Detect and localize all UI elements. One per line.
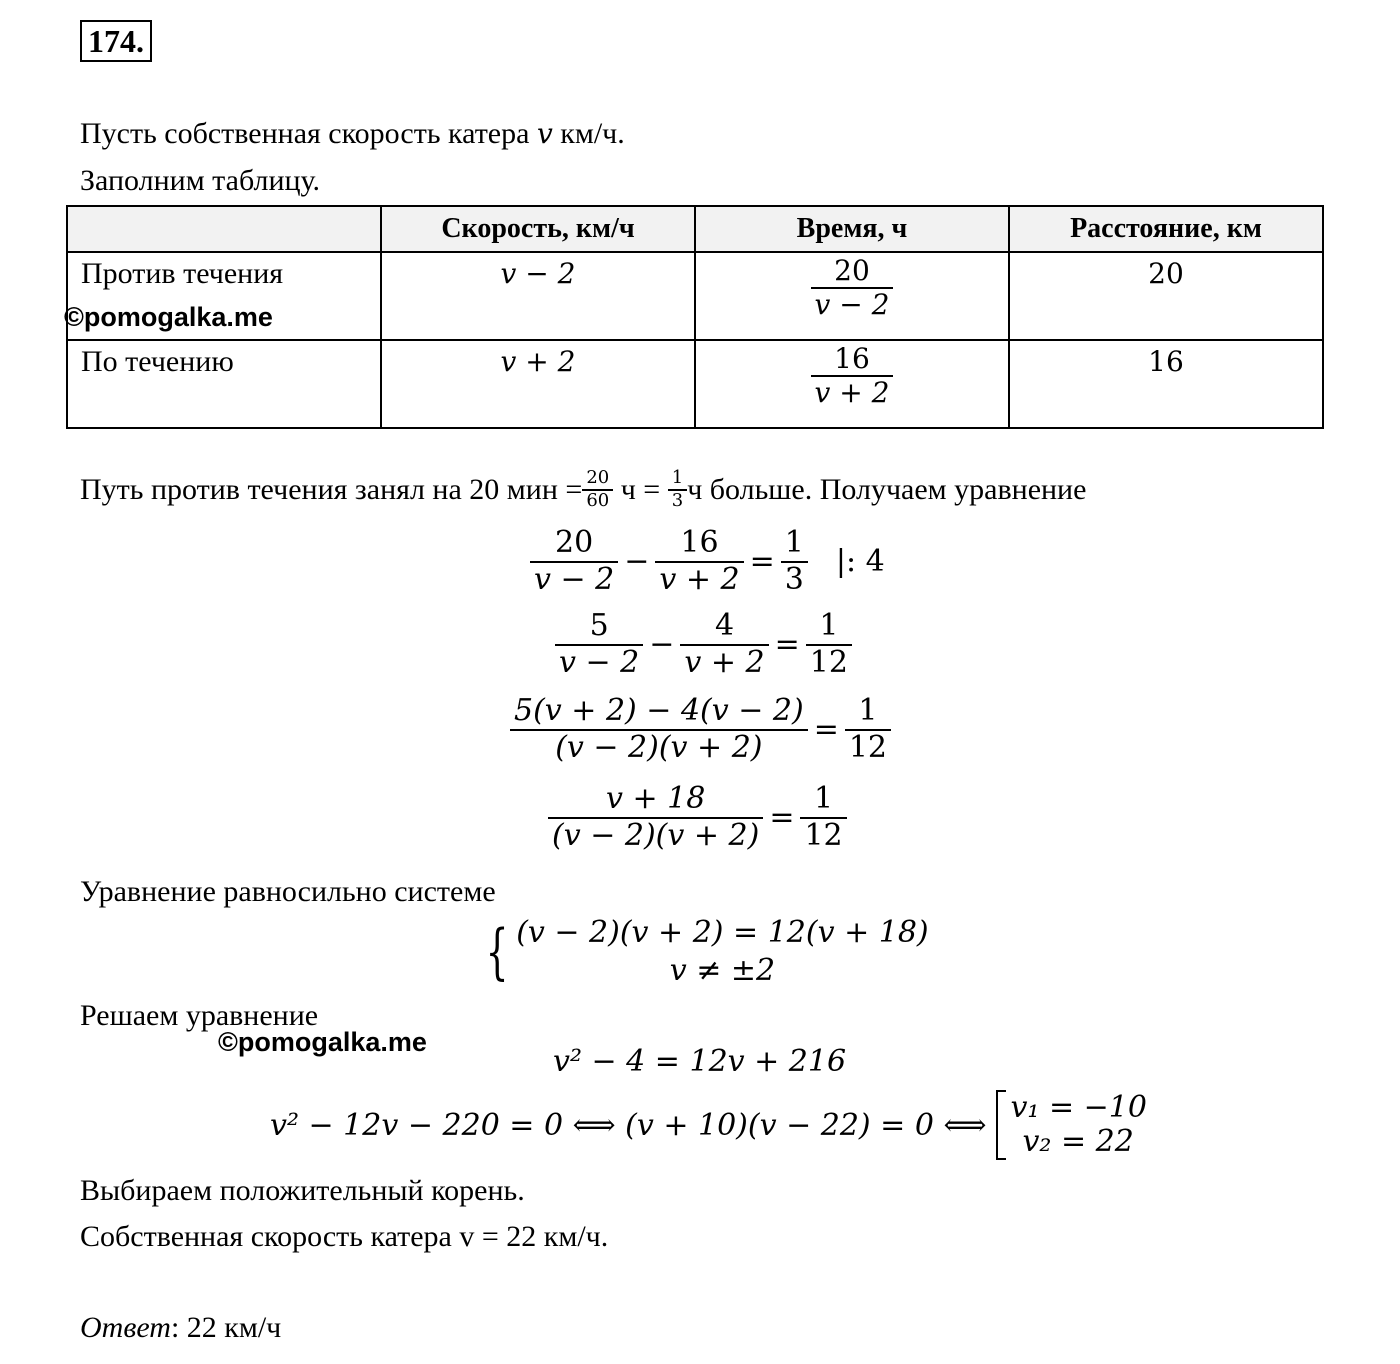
brace-icon: { [485, 917, 509, 987]
distance-cell: 20 [1009, 252, 1323, 340]
answer-label: Ответ [80, 1311, 171, 1344]
time-fraction: $\frac{16}{v + 2}$ [811, 343, 894, 409]
division-note: |: 4 [835, 544, 885, 579]
result-text: Собственная скорость катера v = 22 км/ч. [80, 1220, 609, 1253]
intro-unit: км/ч. [552, 117, 625, 150]
table-row [67, 340, 1323, 428]
intro-line-2: Заполним таблицу. [80, 164, 321, 197]
answer [80, 1310, 281, 1346]
time-cell [695, 252, 1009, 340]
distance-cell: 16 [1009, 340, 1323, 428]
equation-1: $\frac{20}{v - 2}$ − $\frac{16}{v + 2}$ = $\frac{1}{3}$ |: 4 [530, 526, 885, 597]
equation-4: $\frac{v + 18}{(v - 2)(v + 2)}$ = $\frac{1}{12}$ [548, 782, 847, 853]
equation-2: $\frac{5}{v - 2}$ − $\frac{4}{v + 2}$ = $\frac{1}{12}$ [555, 609, 852, 680]
speed-cell: v − 2 [381, 252, 695, 340]
condition-text: ч = [613, 472, 668, 506]
fraction-20-60: $\frac{20}{60}$ [582, 468, 613, 511]
fraction: $\frac{1}{12}$ [800, 782, 846, 853]
bracket-icon [996, 1090, 1006, 1160]
table-header-cell: Время, ч [695, 206, 1009, 252]
intro-variable: v [536, 117, 553, 150]
equation-6 [270, 1090, 1147, 1160]
fraction: $\frac{1}{12}$ [845, 694, 891, 765]
fraction: $\frac{1}{3}$ [781, 526, 808, 597]
choose-text: Выбираем положительный корень. [80, 1174, 525, 1207]
fraction: $\frac{4}{v + 2}$ [680, 609, 768, 680]
answer-value: : 22 км/ч [170, 1311, 282, 1344]
fraction: $\frac{5}{v - 2}$ [555, 609, 643, 680]
fraction: $\frac{5(v + 2) - 4(v - 2)}{(v - 2)(v + 2)}$ [510, 694, 808, 765]
problem-number: 174. [80, 20, 152, 62]
root-1: v₁ = −10 [1010, 1090, 1147, 1125]
condition-text: Путь против течения занял на 20 мин = [80, 472, 583, 506]
equation-system [478, 914, 929, 990]
system-text: Уравнение равносильно системе [80, 875, 496, 908]
time-cell [695, 340, 1009, 428]
table-header-cell: Расстояние, км [1009, 206, 1323, 252]
row-label: Против течения [67, 252, 381, 340]
fraction: $\frac{16}{v + 2}$ [655, 526, 743, 597]
table-header-cell: Скорость, км/ч [381, 206, 695, 252]
time-fraction: $\frac{20}{v - 2}$ [811, 255, 894, 321]
fraction: $\frac{20}{v - 2}$ [530, 526, 618, 597]
condition-line [80, 468, 1086, 511]
solve-text: Решаем уравнение [80, 999, 319, 1032]
table-header-row [67, 206, 1323, 252]
fraction: $\frac{v + 18}{(v - 2)(v + 2)}$ [548, 782, 763, 853]
row-label: По течению [67, 340, 381, 428]
system-line-2: v ≠ ±2 [669, 953, 776, 988]
equation-3: $\frac{5(v + 2) - 4(v - 2)}{(v - 2)(v + 2)}$ = $\frac{1}{12}$ [510, 694, 891, 765]
equation-5: v² − 4 = 12v + 216 [553, 1044, 847, 1079]
watermark: ©pomogalka.me [218, 1027, 427, 1057]
root-2: v₂ = 22 [1022, 1124, 1134, 1159]
fraction-1-3: $\frac{1}{3}$ [668, 468, 687, 511]
table-header-cell [67, 206, 381, 252]
fraction: $\frac{1}{12}$ [806, 609, 852, 680]
equation-6-text: v² − 12v − 220 = 0 ⟺ (v + 10)(v − 22) = 0 ⟺ [270, 1107, 987, 1143]
intro-text: Пусть собственная скорость катера [80, 117, 537, 150]
speed-cell: v + 2 [381, 340, 695, 428]
watermark: ©pomogalka.me [64, 302, 273, 332]
system-line-1: (v − 2)(v + 2) = 12(v + 18) [516, 915, 929, 950]
intro-line-1 [80, 116, 625, 152]
condition-text: ч больше. Получаем уравнение [687, 472, 1087, 506]
